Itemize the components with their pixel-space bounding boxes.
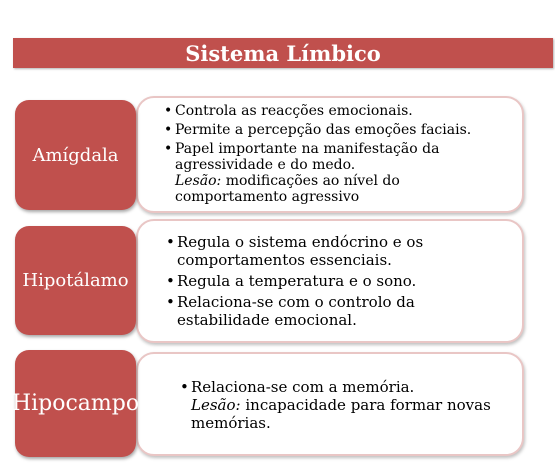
list-item: • Regula o sistema endócrino e os comportamentos essenciais. [166, 233, 424, 269]
list-item: • Relaciona-se com a memória. Lesão: incapacidade para formar novas memórias. [180, 378, 508, 432]
list-hipotalamo [166, 233, 508, 329]
lesion-note: Lesão: incapacidade para formar novas memórias. [191, 396, 491, 432]
title-banner [13, 38, 553, 68]
list-amigdala [164, 103, 512, 205]
label-hipocampo: Hipocampo [15, 350, 136, 457]
list-item: • Controla as reacções emocionais. [164, 103, 413, 119]
lesion-note: Lesão: modificações ao nível do comportamento agressivo [175, 173, 400, 205]
label-hipotalamo: Hipotálamo [15, 226, 136, 335]
list-item: • Papel importante na manifestação da agressividade e do medo. Lesão: modificações ao nível do comportamento agressivo [164, 141, 512, 205]
diagram-title: Sistema Límbico [185, 40, 381, 66]
label-amigdala: Amígdala [15, 100, 136, 210]
detail-box-hipocampo [136, 352, 524, 456]
list-item: • Permite a percepção das emoções faciais. [164, 122, 472, 138]
detail-box-hipotalamo [136, 219, 524, 343]
detail-box-amigdala [136, 96, 524, 213]
list-item: • Regula a temperatura e o sono. [166, 272, 417, 290]
list-hipocampo [180, 378, 508, 432]
list-item: • Relaciona-se com o controlo da estabilidade emocional. [166, 293, 415, 329]
